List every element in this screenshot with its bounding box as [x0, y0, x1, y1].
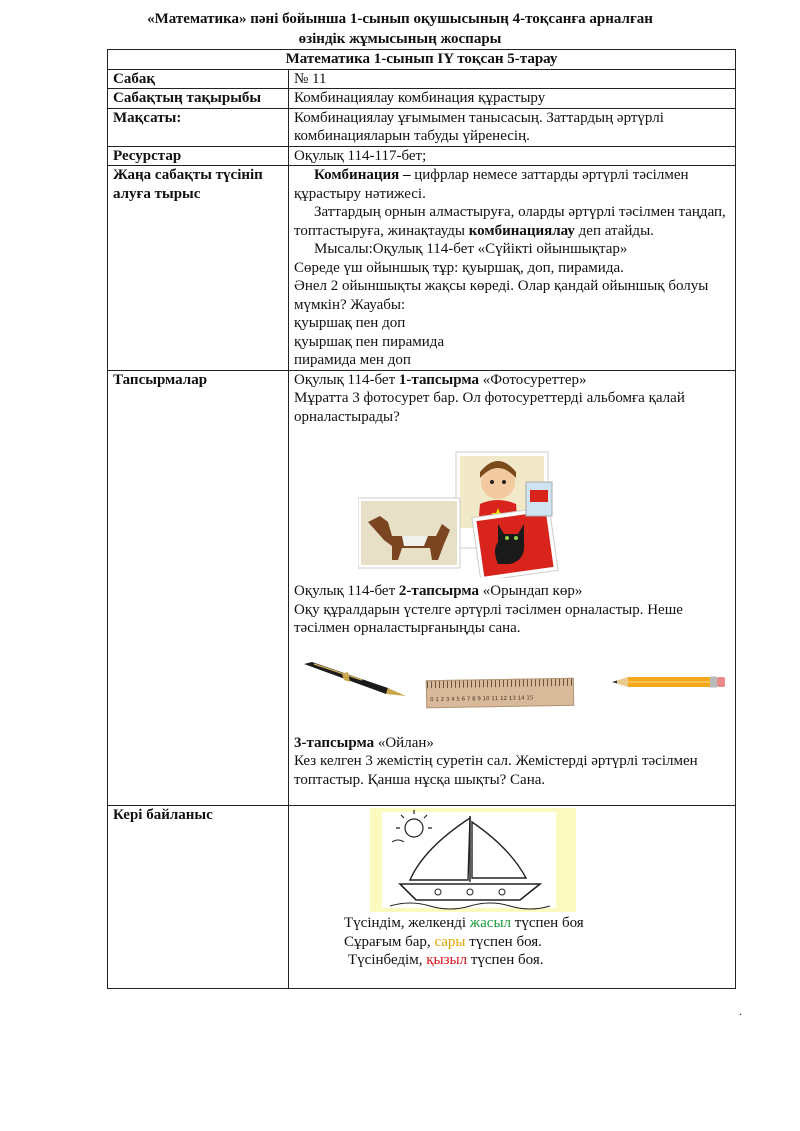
row-label: Сабақ: [108, 69, 289, 89]
lesson-plan-table: [107, 49, 736, 989]
row-label: Жаңа сабақты түсініп алуға тырыс: [108, 166, 289, 371]
combination-text-end: деп атайды.: [574, 222, 654, 239]
table-row-resources: [108, 146, 736, 166]
combination-term: комбинациялау: [468, 222, 575, 239]
example-text: Сөреде үш ойыншық тұр: қуыршақ, доп, пирамида.: [294, 259, 624, 276]
answer-item: қуыршақ пен доп: [294, 315, 406, 331]
table-row-feedback: [108, 806, 736, 989]
ruler-numbers: 0 1 2 3 4 5 6 7 8 9 10 11 12 13 14 15: [430, 694, 534, 703]
answer-item: пирамида мен доп: [294, 352, 411, 368]
definition-paragraph: [294, 166, 730, 203]
table-row-goal: [108, 108, 736, 146]
row-value: № 11: [289, 69, 736, 89]
ruler-icon: [426, 677, 574, 708]
photos-illustration: [294, 426, 730, 582]
row-label: Сабақтың тақырыбы: [108, 89, 289, 109]
combination-text: Заттардың орнын алмастыруға, оларды әртүрлі тәсілмен таңдап, топтастыруға, жинақтауды: [294, 204, 726, 239]
row-value: Оқулық 114-117-бет;: [289, 146, 736, 166]
table-header: Математика 1-сынып IY тоқсан 5-тарау: [108, 50, 736, 70]
row-label: Кері байланыс: [108, 806, 289, 989]
task2-title: Оқулық 114-бет 2-тапсырма «Орындап көр»: [294, 583, 583, 599]
task1-title: Оқулық 114-бет 1-тапсырма «Фотосуреттер»: [294, 371, 587, 388]
row-label: Мақсаты:: [108, 108, 289, 146]
definition-text: цифрлар немесе заттарды әртүрлі тәсілмен құрастыру нәтижесі.: [294, 167, 689, 202]
row-value: Комбинациялау ұғымымен танысасың. Заттардың әртүрлі комбинацияларын табуды үйренесің.: [289, 108, 736, 146]
row-label: Ресурстар: [108, 146, 289, 166]
page-subtitle: өзіндік жұмысының жоспары: [298, 31, 502, 47]
feedback-line-yellow: Сұрағым бар, сары түспен боя.: [344, 933, 542, 950]
task2-text: Оқу құралдарын үстелге әртүрлі тәсілмен орналастыр. Неше тәсілмен орналастырғаныңды сана.: [294, 601, 683, 636]
table-row-lesson: [108, 69, 736, 89]
school-supplies: [294, 638, 730, 734]
table-row-tasks: [108, 370, 736, 806]
example-question: Әнел 2 ойыншықты жақсы көреді. Олар қандай ойыншық болуы мүмкін? Жауабы:: [294, 278, 709, 313]
row-value: [289, 806, 736, 989]
page-title: «Математика» пәні бойынша 1-сынып оқушысының 4-тоқсанға арналған: [147, 11, 653, 27]
row-value: [289, 166, 736, 371]
row-value: [289, 370, 736, 806]
task3-title: 3-тапсырма «Ойлан»: [294, 734, 434, 751]
feedback-line-red: Түсінбедім, қызыл түспен боя.: [348, 952, 544, 968]
row-value: Комбинациялау комбинация құрастыру: [289, 89, 736, 109]
sailboat-area: [294, 806, 730, 914]
pen-icon: [302, 660, 412, 700]
feedback-line-green: Түсіндім, желкенді жасыл түспен боя: [344, 915, 584, 931]
task1-text: Мұратта 3 фотосурет бар. Ол фотосуреттерді альбомға қалай орналастырады?: [294, 390, 685, 425]
combination-paragraph: [294, 203, 730, 240]
row-label: Тапсырмалар: [108, 370, 289, 806]
table-row-topic: [108, 89, 736, 109]
table-row-new-lesson: [108, 166, 736, 371]
example-title: Мысалы:Оқулық 114-бет «Сүйікті ойыншықтар»: [314, 241, 628, 257]
footer-dot: .: [739, 1004, 742, 1018]
pencil-icon: [610, 672, 726, 692]
definition-term: Комбинация –: [314, 167, 411, 183]
task3-text: Кез келген 3 жемістің суретін сал. Жемістерді әртүрлі тәсілмен топтастыр. Қанша нұсқа шықты? Сана.: [294, 753, 698, 788]
answer-item: қуыршақ пен пирамида: [294, 333, 445, 350]
sailboat-coloring-icon: [370, 808, 576, 912]
photos-icon: [358, 450, 588, 578]
